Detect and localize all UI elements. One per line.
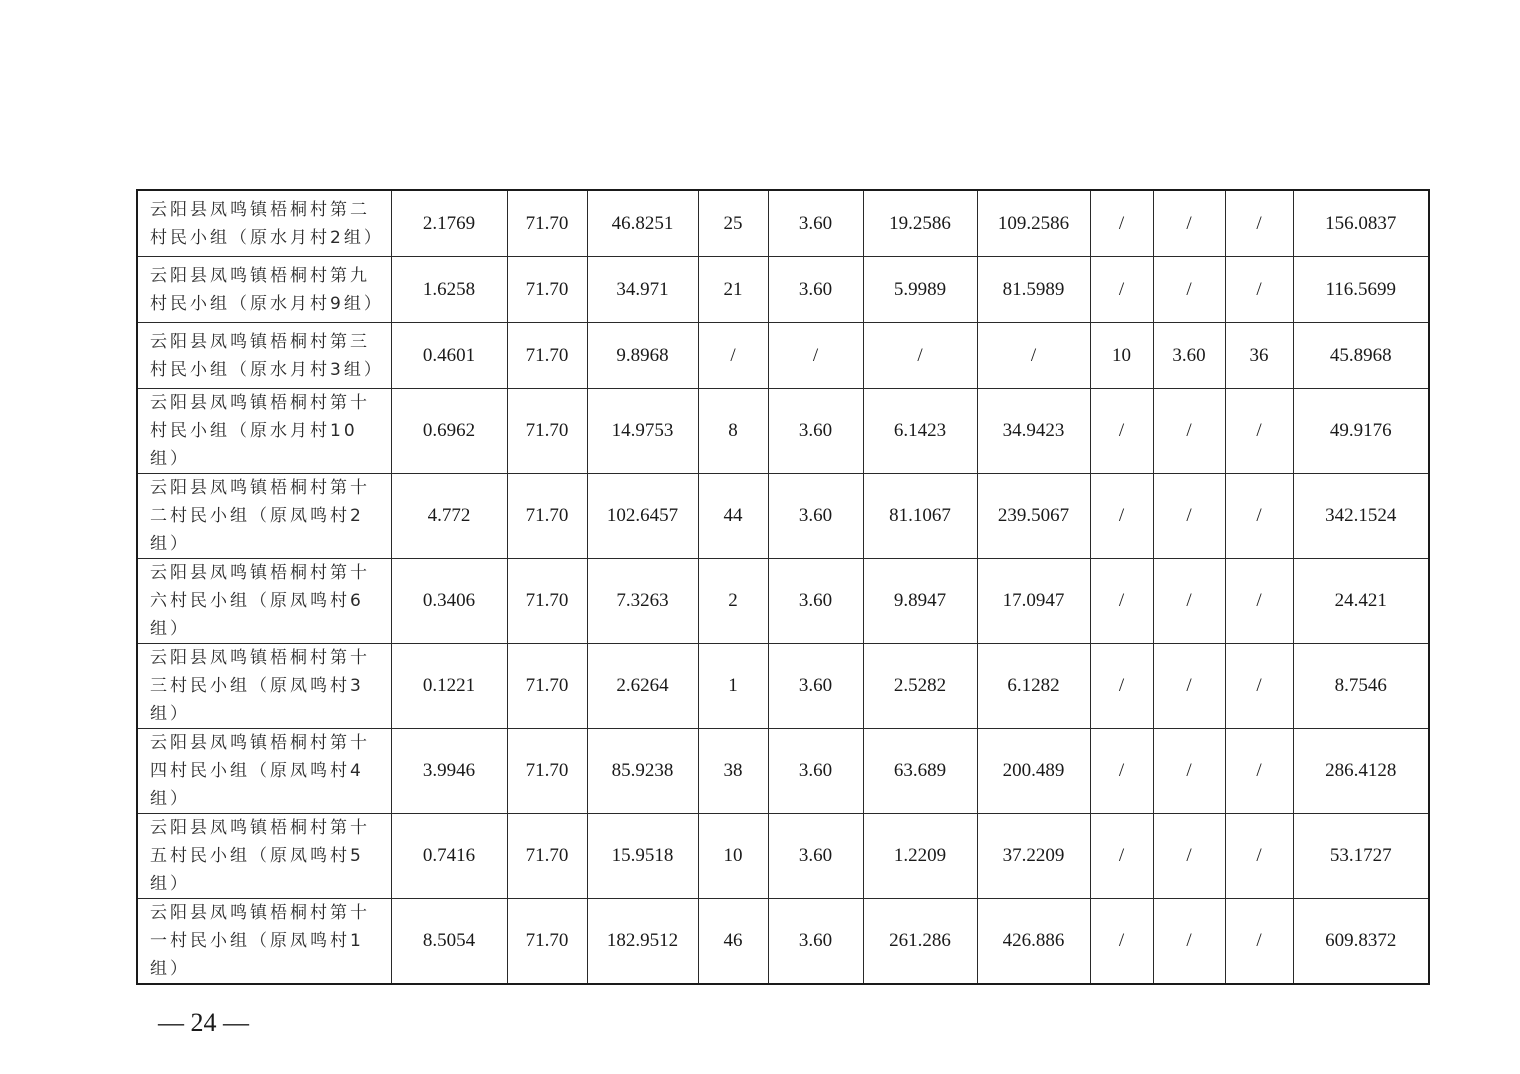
table-cell: 8	[698, 389, 768, 474]
table-cell: 8.5054	[391, 899, 507, 985]
compensation-table	[136, 189, 1430, 985]
table-cell: /	[1090, 559, 1153, 644]
table-cell: 3.60	[768, 257, 863, 323]
table-cell: 4.772	[391, 474, 507, 559]
table-cell: 239.5067	[977, 474, 1090, 559]
table-cell: /	[1090, 190, 1153, 257]
table-cell: /	[1225, 814, 1293, 899]
table-cell: 0.1221	[391, 644, 507, 729]
table-cell: 9.8947	[863, 559, 977, 644]
table-cell: /	[1153, 190, 1225, 257]
table-cell: /	[1153, 899, 1225, 985]
page-number: — 24 —	[158, 1008, 249, 1037]
table-cell: 3.60	[768, 814, 863, 899]
table-cell: 71.70	[507, 257, 587, 323]
table-cell: /	[863, 323, 977, 389]
table-cell: 19.2586	[863, 190, 977, 257]
table-cell: 3.9946	[391, 729, 507, 814]
table-cell: 46.8251	[587, 190, 698, 257]
table-cell: /	[1153, 644, 1225, 729]
table-row	[137, 474, 1429, 559]
table-cell: 34.9423	[977, 389, 1090, 474]
village-group-name-cell: 云阳县凤鸣镇梧桐村第十六村民小组（原凤鸣村6组）	[137, 559, 391, 644]
table-cell: 45.8968	[1293, 323, 1429, 389]
table-cell: 81.5989	[977, 257, 1090, 323]
village-group-name-cell: 云阳县凤鸣镇梧桐村第十四村民小组（原凤鸣村4组）	[137, 729, 391, 814]
table-cell: 63.689	[863, 729, 977, 814]
table-cell: 71.70	[507, 899, 587, 985]
table-cell: 6.1423	[863, 389, 977, 474]
table-cell: /	[1225, 389, 1293, 474]
table-cell: 426.886	[977, 899, 1090, 985]
table-cell: 9.8968	[587, 323, 698, 389]
table-row	[137, 729, 1429, 814]
table-cell: /	[1090, 899, 1153, 985]
table-cell: /	[1225, 257, 1293, 323]
table-cell: 14.9753	[587, 389, 698, 474]
table-cell: 3.60	[768, 190, 863, 257]
village-group-name-cell: 云阳县凤鸣镇梧桐村第二村民小组（原水月村2组）	[137, 190, 391, 257]
village-group-name-cell: 云阳县凤鸣镇梧桐村第三村民小组（原水月村3组）	[137, 323, 391, 389]
table-row	[137, 814, 1429, 899]
table-cell: 37.2209	[977, 814, 1090, 899]
table-cell: /	[1090, 644, 1153, 729]
table-cell: /	[1225, 559, 1293, 644]
table-cell: /	[1090, 474, 1153, 559]
village-group-name-cell: 云阳县凤鸣镇梧桐村第十村民小组（原水月村10组）	[137, 389, 391, 474]
table-cell: 200.489	[977, 729, 1090, 814]
table-cell: 1	[698, 644, 768, 729]
table-cell: 44	[698, 474, 768, 559]
table-row	[137, 644, 1429, 729]
table-cell: 24.421	[1293, 559, 1429, 644]
village-group-name-cell: 云阳县凤鸣镇梧桐村第十一村民小组（原凤鸣村1组）	[137, 899, 391, 985]
table-cell: 7.3263	[587, 559, 698, 644]
table-cell: 5.9989	[863, 257, 977, 323]
table-cell: /	[1153, 474, 1225, 559]
table-cell: 71.70	[507, 190, 587, 257]
table-cell: 182.9512	[587, 899, 698, 985]
village-group-name-cell: 云阳县凤鸣镇梧桐村第十五村民小组（原凤鸣村5组）	[137, 814, 391, 899]
table-cell: 25	[698, 190, 768, 257]
table-cell: /	[1153, 814, 1225, 899]
table-cell: 286.4128	[1293, 729, 1429, 814]
table-cell: /	[1225, 644, 1293, 729]
table-cell: 2.6264	[587, 644, 698, 729]
table-cell: 21	[698, 257, 768, 323]
table-cell: 342.1524	[1293, 474, 1429, 559]
table-cell: /	[1090, 389, 1153, 474]
table-cell: 3.60	[768, 389, 863, 474]
table-cell: 1.2209	[863, 814, 977, 899]
table-cell: 3.60	[768, 474, 863, 559]
village-group-name-cell: 云阳县凤鸣镇梧桐村第九村民小组（原水月村9组）	[137, 257, 391, 323]
table-cell: 1.6258	[391, 257, 507, 323]
table-cell: /	[1225, 474, 1293, 559]
table-cell: 71.70	[507, 644, 587, 729]
table-cell: 116.5699	[1293, 257, 1429, 323]
table-cell: /	[1225, 190, 1293, 257]
table-cell: 34.971	[587, 257, 698, 323]
table-cell: /	[1090, 257, 1153, 323]
table-row	[137, 389, 1429, 474]
table-cell: 0.3406	[391, 559, 507, 644]
table-row	[137, 190, 1429, 257]
table-cell: 0.6962	[391, 389, 507, 474]
table-cell: /	[1090, 814, 1153, 899]
table-cell: 8.7546	[1293, 644, 1429, 729]
table-cell: 85.9238	[587, 729, 698, 814]
table-cell: 609.8372	[1293, 899, 1429, 985]
table-cell: 0.7416	[391, 814, 507, 899]
table-cell: 81.1067	[863, 474, 977, 559]
table-cell: 0.4601	[391, 323, 507, 389]
table-cell: 53.1727	[1293, 814, 1429, 899]
table-cell: /	[1225, 729, 1293, 814]
village-group-name-cell: 云阳县凤鸣镇梧桐村第十三村民小组（原凤鸣村3组）	[137, 644, 391, 729]
table-cell: /	[768, 323, 863, 389]
table-cell: /	[1090, 729, 1153, 814]
table-cell: 6.1282	[977, 644, 1090, 729]
table-cell: 2.5282	[863, 644, 977, 729]
table-cell: 36	[1225, 323, 1293, 389]
table-cell: 3.60	[1153, 323, 1225, 389]
table-cell: /	[698, 323, 768, 389]
table-row	[137, 257, 1429, 323]
table-cell: /	[1153, 559, 1225, 644]
table-cell: 261.286	[863, 899, 977, 985]
table-cell: 46	[698, 899, 768, 985]
village-group-name-cell: 云阳县凤鸣镇梧桐村第十二村民小组（原凤鸣村2组）	[137, 474, 391, 559]
table-cell: 17.0947	[977, 559, 1090, 644]
table-cell: /	[1153, 729, 1225, 814]
table-cell: /	[977, 323, 1090, 389]
table-cell: 3.60	[768, 729, 863, 814]
table-cell: 3.60	[768, 644, 863, 729]
table-cell: /	[1225, 899, 1293, 985]
table-cell: 71.70	[507, 559, 587, 644]
table-cell: /	[1153, 257, 1225, 323]
table-cell: 102.6457	[587, 474, 698, 559]
table-cell: 49.9176	[1293, 389, 1429, 474]
table-cell: 156.0837	[1293, 190, 1429, 257]
table-cell: 10	[698, 814, 768, 899]
table-cell: 15.9518	[587, 814, 698, 899]
table-body	[137, 190, 1429, 984]
table-cell: 2.1769	[391, 190, 507, 257]
table-cell: 71.70	[507, 814, 587, 899]
table-row	[137, 323, 1429, 389]
table-cell: 10	[1090, 323, 1153, 389]
table-cell: 2	[698, 559, 768, 644]
table-cell: 38	[698, 729, 768, 814]
table-cell: 71.70	[507, 323, 587, 389]
table-cell: 3.60	[768, 899, 863, 985]
table-cell: /	[1153, 389, 1225, 474]
table-row	[137, 899, 1429, 985]
table-cell: 71.70	[507, 474, 587, 559]
table-cell: 3.60	[768, 559, 863, 644]
table-cell: 109.2586	[977, 190, 1090, 257]
table-row	[137, 559, 1429, 644]
table-cell: 71.70	[507, 729, 587, 814]
table-cell: 71.70	[507, 389, 587, 474]
